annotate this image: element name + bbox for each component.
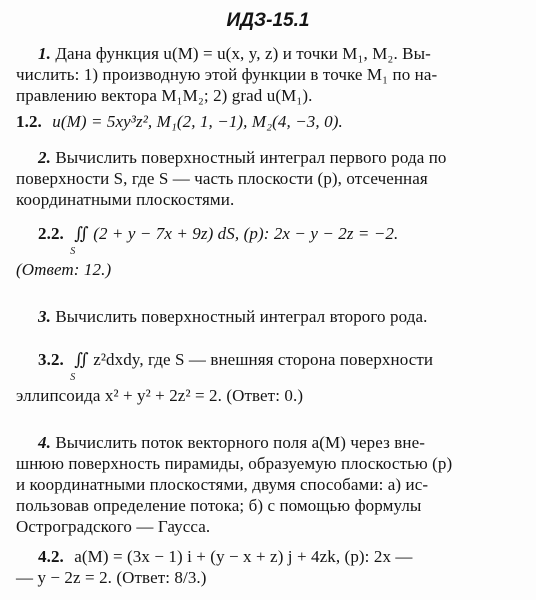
task4-text-line4: пользовав определение потока; б) с помощью формулы [16, 496, 422, 515]
task2-variant-label: 2.2. [38, 224, 64, 243]
task3-line1 [16, 307, 522, 327]
task3-integral-domain: S [70, 372, 76, 383]
task4-number: 4. [38, 433, 51, 452]
task3-variant [16, 350, 522, 383]
task2-text-line3: координатными плоскостями. [16, 190, 235, 209]
task2-text-line1: Вычислить поверхностный интеграл первого рода по [55, 148, 447, 167]
task4-text-line3: и координатными плоскостями, двумя способами: а) ис- [16, 475, 429, 494]
task2-line1 [16, 148, 522, 168]
task4-variant-line1: a(M) = (3x − 1) i + (y − x + z) j + 4zk, (p): 2x — [74, 547, 413, 566]
task3-variant-line1: ∬ z²dxdy, где S — внешняя сторона поверхности [74, 350, 434, 369]
task4-text-line5: Остроградского — Гаусса. [16, 517, 211, 536]
task2-integral-expression: ∬ (2 + y − 7x + 9z) dS, (p): 2x − y − 2z = −2. [74, 224, 399, 243]
task3-text-line1: Вычислить поверхностный интеграл второго рода. [55, 307, 428, 326]
task4-text-line1: Вычислить поток векторного поля a(M) через вне- [55, 433, 425, 452]
task1-text-line2: числить: 1) производную этой функции в точке M₁ по на- [16, 65, 438, 84]
page-title: ИДЗ-15.1 [226, 10, 310, 31]
task1-variant [16, 112, 522, 132]
task3-variant-line2: эллипсоида x² + y² + 2z² = 2. (Ответ: 0.) [16, 386, 304, 405]
task4-variant [16, 547, 522, 567]
task2-answer: (Ответ: 12.) [16, 260, 112, 279]
task2-variant-formula [68, 224, 399, 257]
task1-variant-formula: u(M) = 5xy³z², M₁(2, 1, −1), M₂(4, −3, 0). [52, 112, 343, 131]
task2-number: 2. [38, 148, 51, 167]
task2-integral-domain: S [70, 246, 76, 257]
task4-variant-line2: — y − 2z = 2. (Ответ: 8/3.) [16, 568, 207, 587]
task2-text-line2: поверхности S, где S — часть плоскости (p), отсеченная [16, 169, 428, 188]
task4-variant-label: 4.2. [38, 547, 64, 566]
task1-text-line1: Дана функция u(M) = u(x, y, z) и точки M₁, M₂. Вы- [55, 44, 431, 63]
task1-number: 1. [38, 44, 51, 63]
task2-variant [16, 224, 522, 257]
task3-number: 3. [38, 307, 51, 326]
task4-line1 [16, 433, 522, 453]
task4-text-line2: шнюю поверхность пирамиды, образуемую плоскостью (p) [16, 454, 453, 473]
task3-variant-label: 3.2. [38, 350, 64, 369]
task1-line1 [16, 44, 522, 64]
task1-text-line3: правлению вектора M₁M₂; 2) grad u(M₁). [16, 86, 313, 105]
task3-variant-formula [68, 350, 434, 383]
task1-variant-label: 1.2. [16, 112, 42, 131]
